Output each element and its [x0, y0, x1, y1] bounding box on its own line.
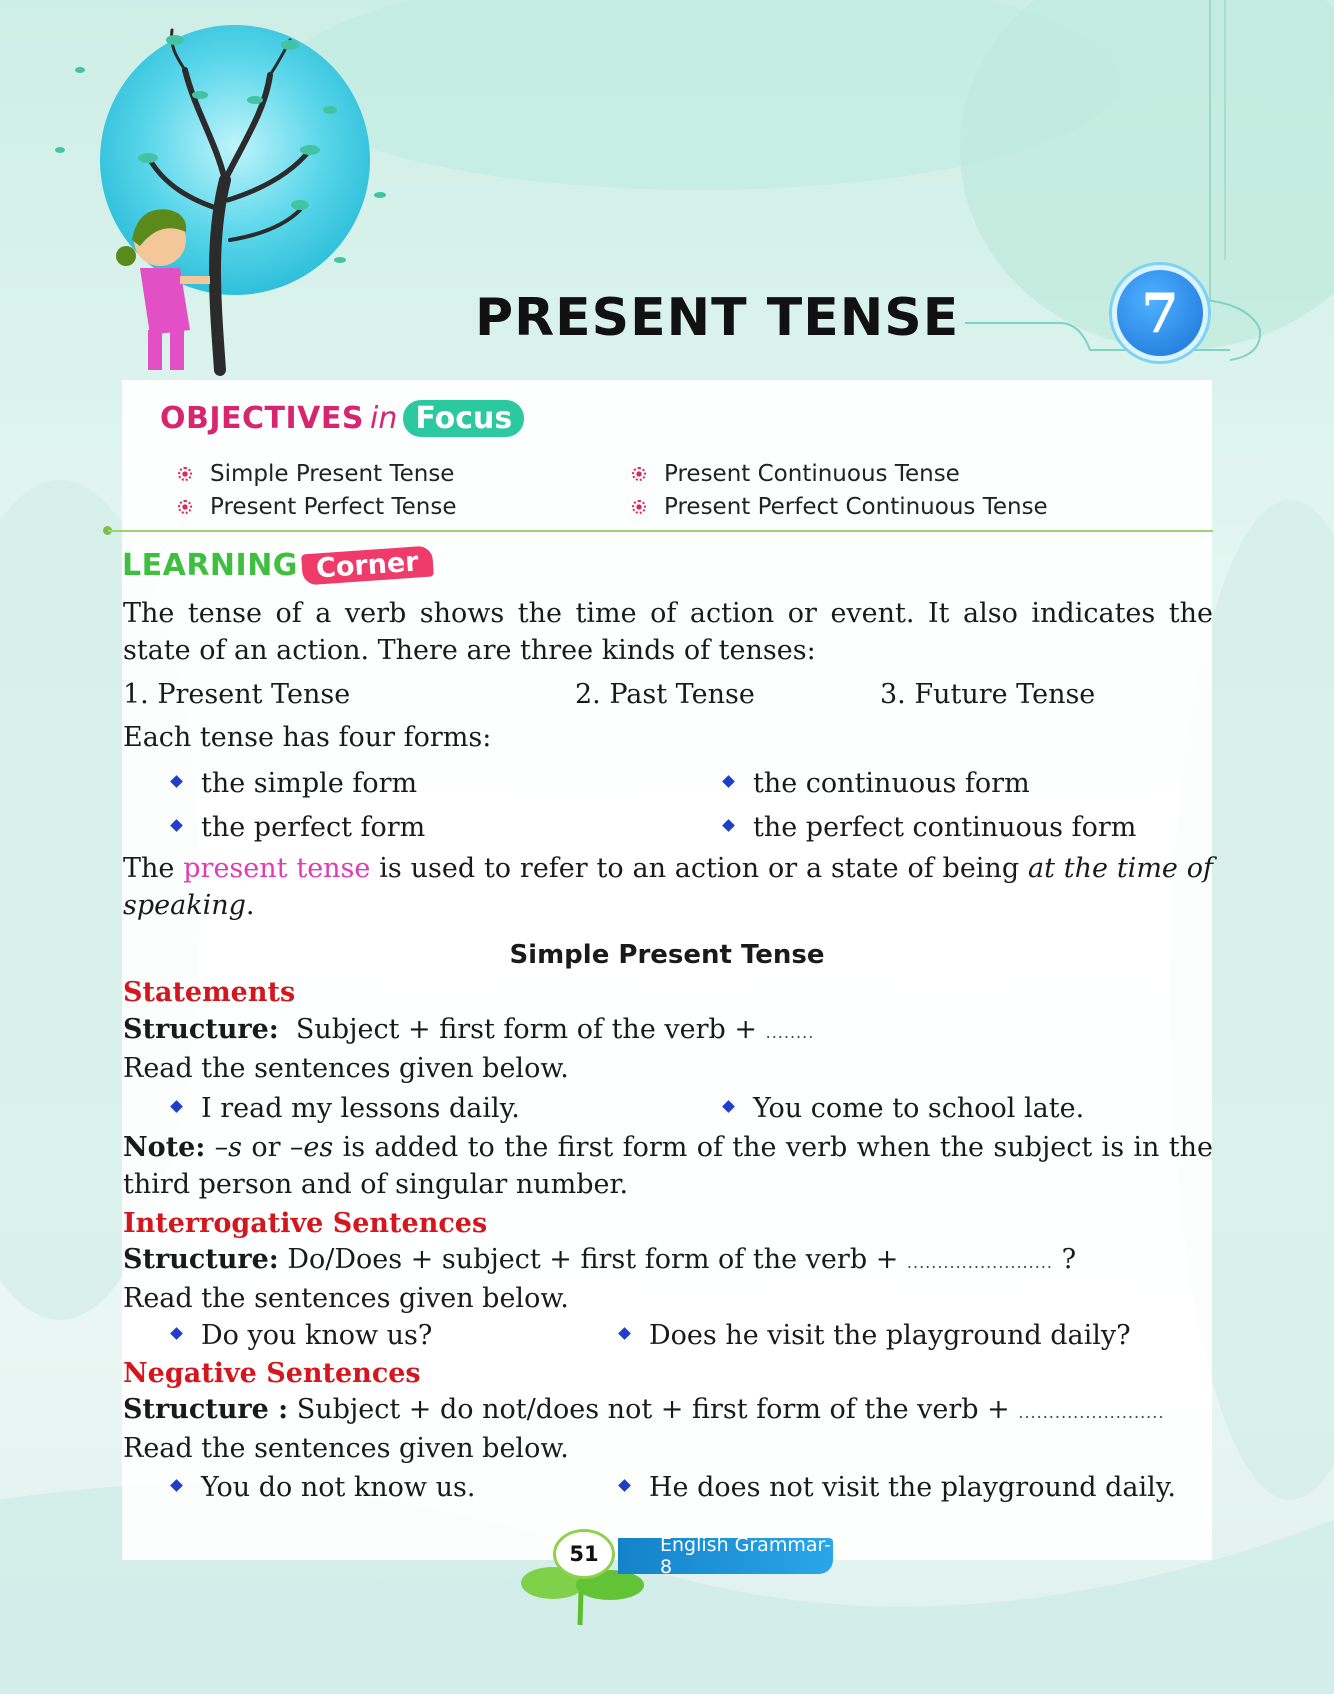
list-item: the perfect continuous form — [724, 809, 1136, 846]
diamond-bullet-icon — [722, 1100, 735, 1113]
diamond-bullet-icon — [170, 1100, 183, 1113]
forms-intro: Each tense has four forms: — [123, 722, 492, 753]
chapter-title: PRESENT TENSE — [475, 288, 960, 348]
diamond-bullet-icon — [170, 1479, 183, 1492]
corner-label: Corner — [301, 545, 433, 585]
page-number: 51 — [553, 1529, 615, 1579]
tense-kind-3: 3. Future Tense — [880, 679, 1096, 710]
list-item: the simple form — [172, 765, 417, 802]
list-item: Do you know us? — [172, 1317, 432, 1354]
intro-paragraph: The tense of a verb shows the time of action or event. It also indicates the state of an action. There are three kinds of tenses: — [123, 598, 1213, 666]
list-item: I read my lessons daily. — [172, 1090, 520, 1127]
diamond-bullet-icon — [618, 1479, 631, 1492]
bullet-icon — [178, 467, 192, 481]
list-item: You come to school late. — [724, 1090, 1084, 1127]
negative-structure: Structure : Subject + do not/does not + first form of the verb + ........................ — [123, 1394, 1165, 1425]
objectives-list-left — [178, 457, 457, 523]
tense-kind-1: 1. Present Tense — [123, 679, 351, 710]
diamond-bullet-icon — [170, 1327, 183, 1340]
interrogative-structure: Structure: Do/Does + subject + first form of the verb + ........................ ? — [123, 1244, 1077, 1275]
diamond-bullet-icon — [170, 819, 183, 832]
section-divider — [108, 530, 1213, 532]
objective-item: Present Perfect Tense — [178, 490, 457, 523]
statements-structure: Structure: Subject + first form of the verb + ........ — [123, 1014, 815, 1045]
present-tense-highlight: present tense — [183, 853, 371, 884]
list-item: You do not know us. — [172, 1469, 475, 1506]
diamond-bullet-icon — [722, 819, 735, 832]
simple-present-heading: Simple Present Tense — [509, 940, 825, 970]
list-item: He does not visit the playground daily. — [620, 1469, 1176, 1506]
statements-note: Note: –s or –es is added to the first form of the verb when the subject is in the third person and of singular number. — [123, 1132, 1213, 1200]
bullet-icon — [178, 500, 192, 514]
negative-heading: Negative Sentences — [123, 1358, 421, 1389]
diamond-bullet-icon — [722, 775, 735, 788]
book-title-label: English Grammar-8 — [618, 1538, 833, 1574]
tense-kind-2: 2. Past Tense — [575, 679, 755, 710]
present-tense-definition: The present tense is used to refer to an action or a state of being at the time of speaking. — [123, 853, 1213, 921]
objectives-in-label: in — [369, 401, 398, 436]
objective-item: Present Continuous Tense — [632, 457, 1048, 490]
definition-italic: at the time of speaking — [123, 853, 1213, 921]
objectives-heading — [160, 400, 524, 437]
bullet-icon — [632, 467, 646, 481]
objectives-focus-label: Focus — [403, 400, 524, 437]
statements-heading: Statements — [123, 977, 296, 1008]
negative-read: Read the sentences given below. — [123, 1433, 569, 1464]
list-item: the continuous form — [724, 765, 1030, 802]
objective-item: Present Perfect Continuous Tense — [632, 490, 1048, 523]
objectives-label: OBJECTIVES — [160, 401, 364, 436]
chapter-number-badge: 7 — [1112, 265, 1208, 361]
list-item: Does he visit the playground daily? — [620, 1317, 1131, 1354]
diamond-bullet-icon — [170, 775, 183, 788]
list-item: the perfect form — [172, 809, 425, 846]
bullet-icon — [632, 500, 646, 514]
learning-label: LEARNING — [122, 548, 298, 583]
interrogative-heading: Interrogative Sentences — [123, 1208, 488, 1239]
learning-corner-heading — [122, 548, 432, 583]
diamond-bullet-icon — [618, 1327, 631, 1340]
objectives-list-right — [632, 457, 1048, 523]
statements-read: Read the sentences given below. — [123, 1053, 569, 1084]
objective-item: Simple Present Tense — [178, 457, 457, 490]
interrogative-read: Read the sentences given below. — [123, 1283, 569, 1314]
